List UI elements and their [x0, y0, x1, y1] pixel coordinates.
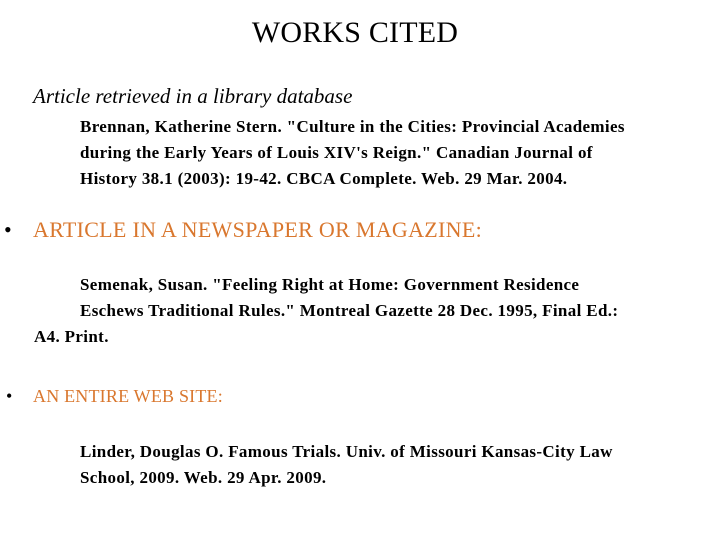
page-title: WORKS CITED [251, 16, 459, 49]
citation-line: A4. Print. [34, 327, 109, 346]
section-heading-library-database: Article retrieved in a library database [33, 84, 353, 108]
section-heading-label: ARTICLE IN A NEWSPAPER OR MAGAZINE: [33, 217, 482, 242]
citation-line: Eschews Traditional Rules." Montreal Gazette 28 Dec. 1995, Final Ed.: [80, 301, 619, 320]
citation-library-database [80, 114, 625, 192]
citation-line: Semenak, Susan. "Feeling Right at Home: Government Residence [80, 275, 580, 294]
citation-line: Brennan, Katherine Stern. "Culture in the Cities: Provincial Academies [80, 117, 625, 136]
bullet-icon: • [6, 386, 13, 406]
citation-newspaper-magazine [34, 272, 619, 350]
citation-line: History 38.1 (2003): 19-42. CBCA Complete. Web. 29 Mar. 2004. [80, 169, 568, 188]
citation-line: School, 2009. Web. 29 Apr. 2009. [80, 468, 327, 487]
citation-line: during the Early Years of Louis XIV's Reign." Canadian Journal of [80, 143, 593, 162]
citation-line: Linder, Douglas O. Famous Trials. Univ. of Missouri Kansas-City Law [80, 442, 613, 461]
section-heading-label: AN ENTIRE WEB SITE: [33, 386, 223, 406]
bullet-icon: • [4, 217, 13, 242]
citation-web-site [80, 439, 613, 491]
